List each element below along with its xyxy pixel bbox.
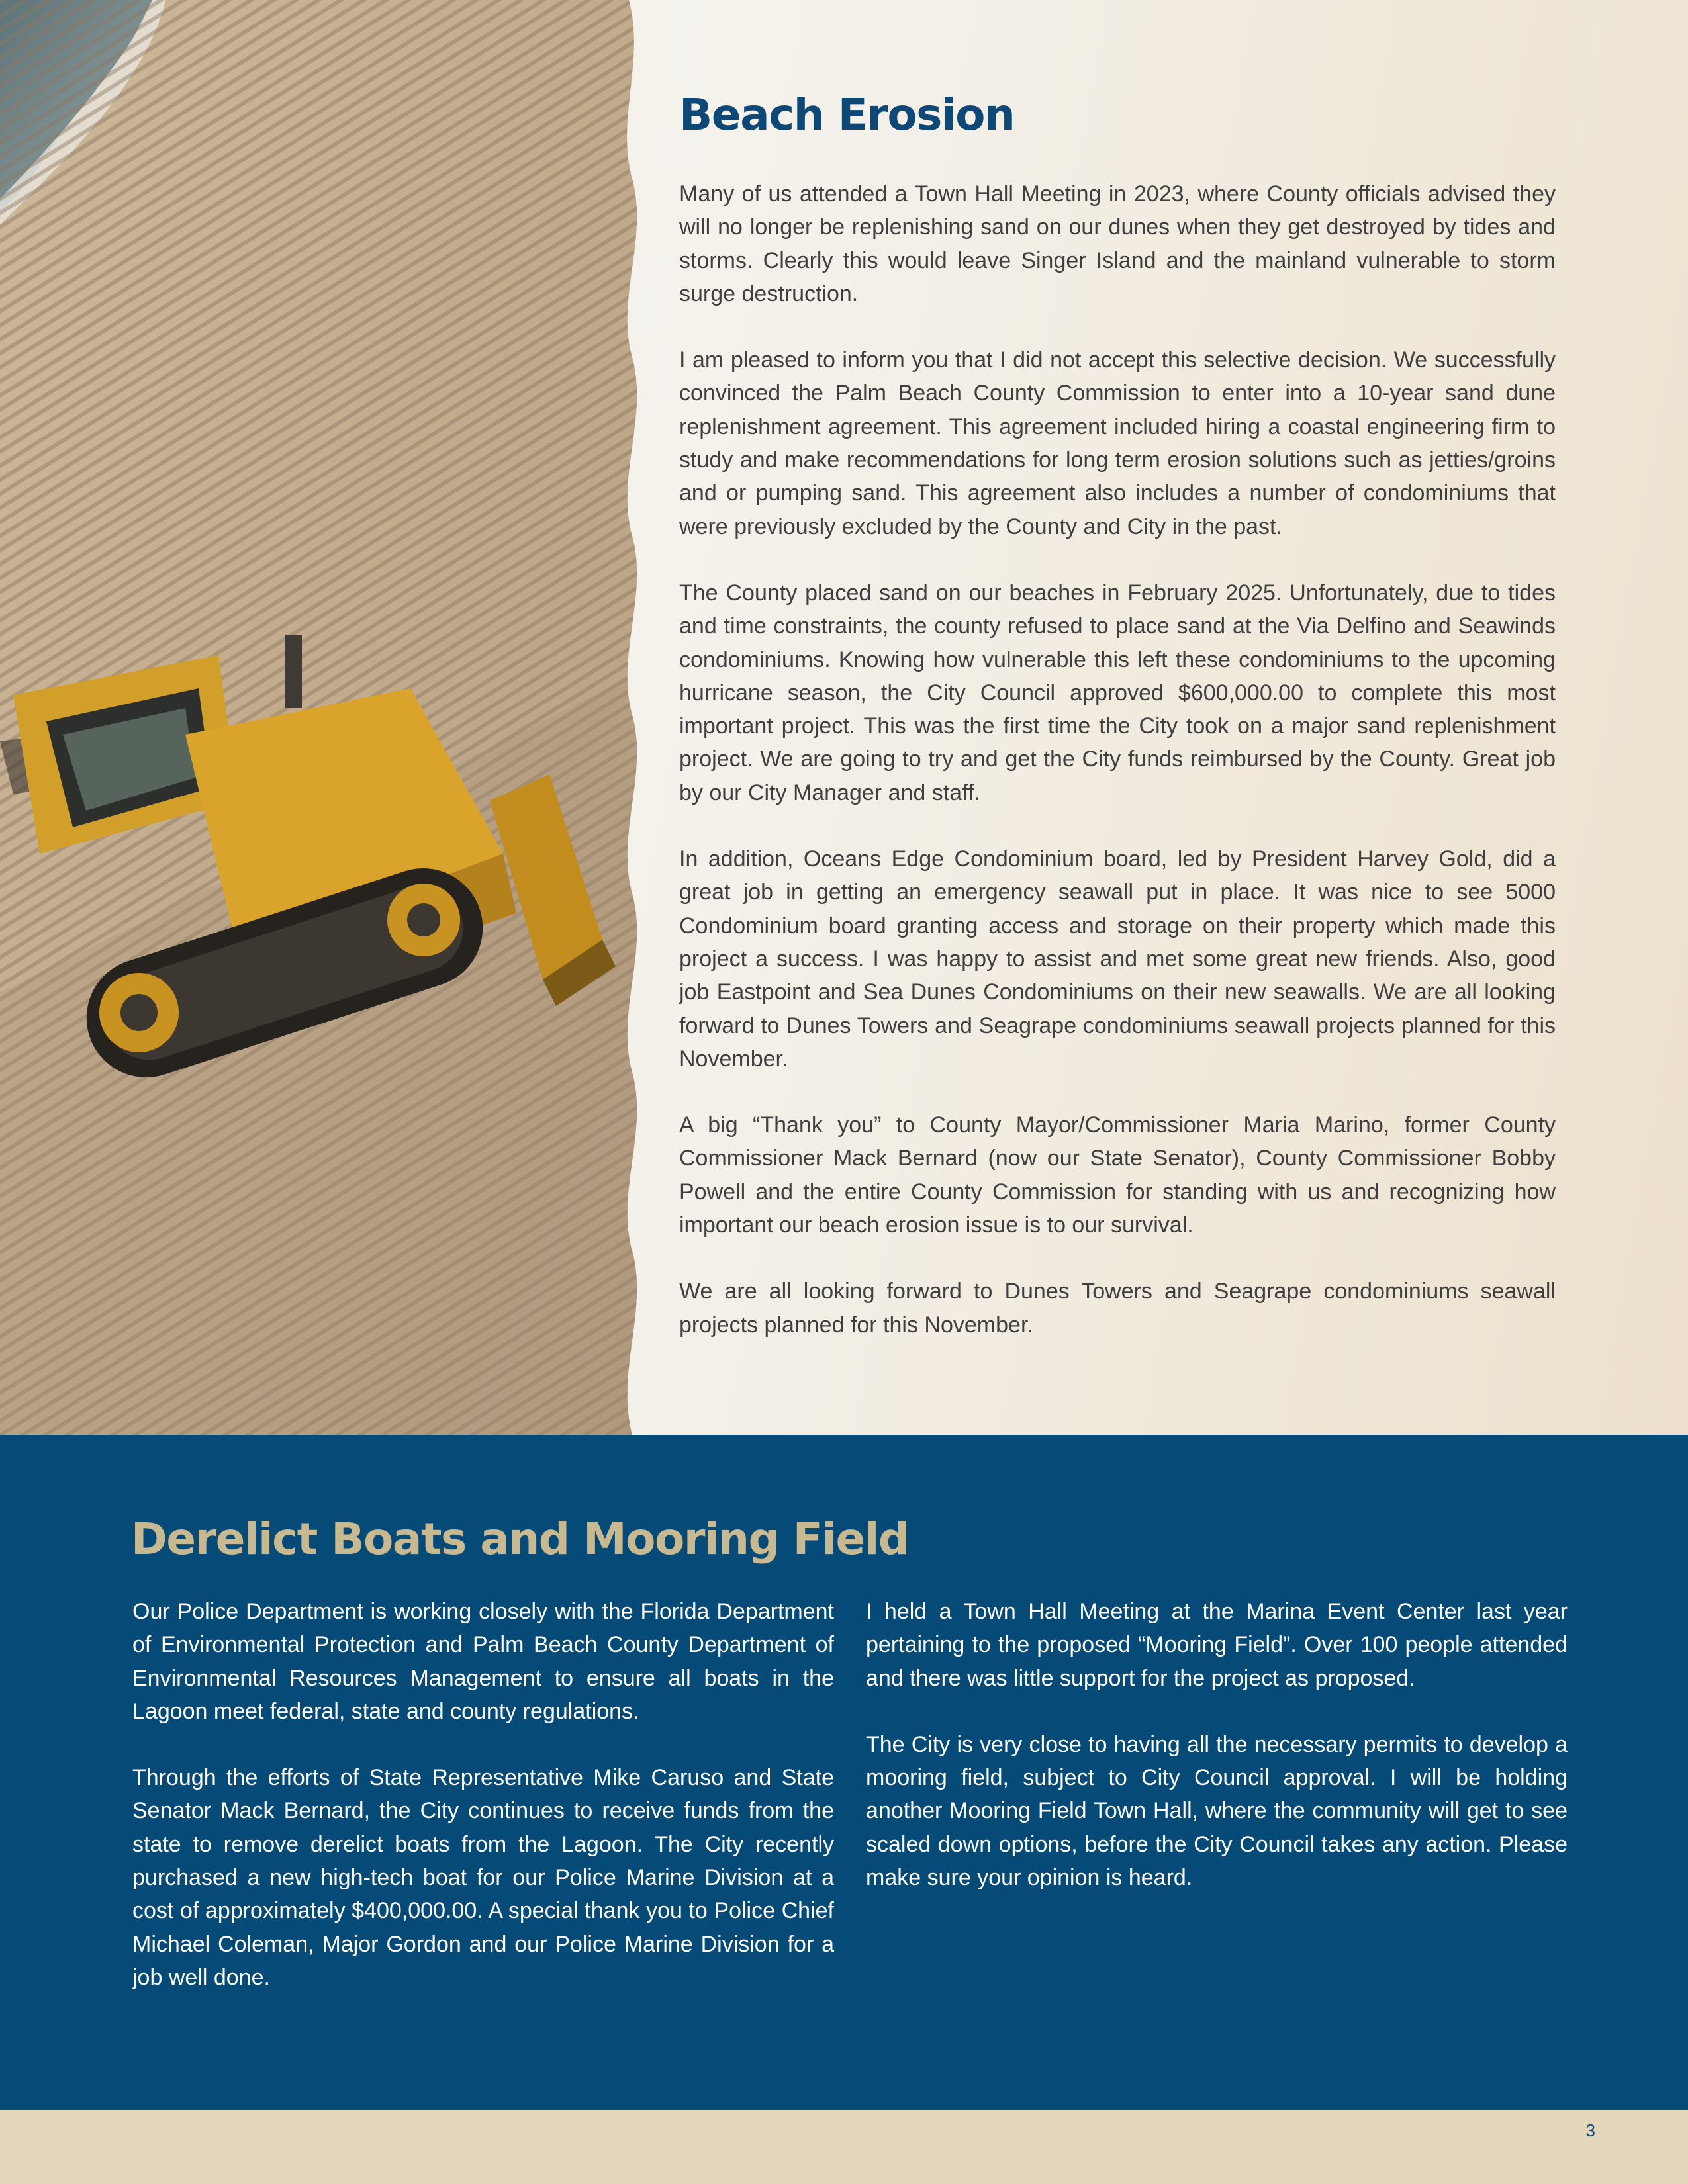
paragraph: The City is very close to having all the necessary permits to develop a mooring field, subject to City Council approval. I will be holding another Mooring Field Town Hall, where the community will get to see scaled down options, before the City Council takes any action. Please make sure your opinion is heard. <box>866 1731 1568 1891</box>
derelict-boats-section <box>0 1435 1688 2110</box>
left-column <box>132 1595 834 2027</box>
paragraph: I am pleased to inform you that I did not accept this selective decision. We successfully convinced the Palm Beach County Commission to enter into a 10-year sand dune replenishment agreement. This agreement included hiring a coastal engineering firm to study and make recommendations for long term erosion solutions such as jetties/groins and or pumping sand. This agreement also includes a number of condominiums that were previously excluded by the County and City in the past. <box>679 347 1556 539</box>
right-column <box>866 1595 1568 1927</box>
bulldozer-beach-photo <box>0 0 662 1435</box>
paragraph: Through the efforts of State Representative Mike Caruso and State Senator Mack Bernard, the City continues to receive funds from the state to remove derelict boats from the Lagoon. The City recently purchased a new high-tech boat for our Police Marine Division at a cost of approximately $400,000.00. A special thank you to Police Chief Michael Coleman, Major Gordon and our Police Marine Division for a job well done. <box>132 1765 834 1990</box>
paragraph: Our Police Department is working closely with the Florida Department of Environmental Protection and Palm Beach County Department of Environmental Resources Management to ensure all boats in the Lagoon meet federal, state and county regulations. <box>132 1599 834 1724</box>
beach-erosion-text <box>679 85 1556 1375</box>
paragraph: The County placed sand on our beaches in February 2025. Unfortunately, due to tides and time constraints, the county refused to place sand at the Via Delfino and Seawinds condominiums. Knowing how vulnerable this left these condominiums to the upcoming hurricane season, the City Council approved $600,000.00 to complete this most important project. This was the first time the City took on a major sand replenishment project. We are going to try and get the City funds reimbursed by the County. Great job by our City Manager and staff. <box>679 580 1556 805</box>
paragraph: Many of us attended a Town Hall Meeting in 2023, where County officials advised they will no longer be replenishing sand on our dunes when they get destroyed by tides and storms. Clearly this would leave Singer Island and the mainland vulnerable to storm surge destruction. <box>679 181 1556 306</box>
paragraph: I held a Town Hall Meeting at the Marina Event Center last year pertaining to the proposed “Mooring Field”. Over 100 people attended and there was little support for the project as proposed. <box>866 1599 1568 1691</box>
paragraph: In addition, Oceans Edge Condominium board, led by President Harvey Gold, did a great job in getting an emergency seawall put in place. It was nice to see 5000 Condominium board granting access and storage on their property which made this project a success. I was happy to assist and met some great new friends. Also, good job Eastpoint and Sea Dunes Condominiums on their new seawalls. We are all looking forward to Dunes Towers and Seagrape condominiums seawall projects planned for this November. <box>679 846 1556 1071</box>
paragraph: A big “Thank you” to County Mayor/Commissioner Maria Marino, former County Commissioner Mack Bernard (now our State Senator), County Commissioner Bobby Powell and the entire County Commission for standing with us and recognizing how important our beach erosion issue is to our survival. <box>679 1113 1556 1238</box>
paragraph: We are all looking forward to Dunes Towers and Seagrape condominiums seawall projects planned for this November. <box>679 1279 1556 1338</box>
derelict-boats-title: Derelict Boats and Mooring Field <box>131 1514 909 1565</box>
page-number: 3 <box>1585 2120 1595 2140</box>
beach-erosion-title: Beach Erosion <box>679 89 1015 140</box>
wave-divider <box>0 2085 1688 2124</box>
